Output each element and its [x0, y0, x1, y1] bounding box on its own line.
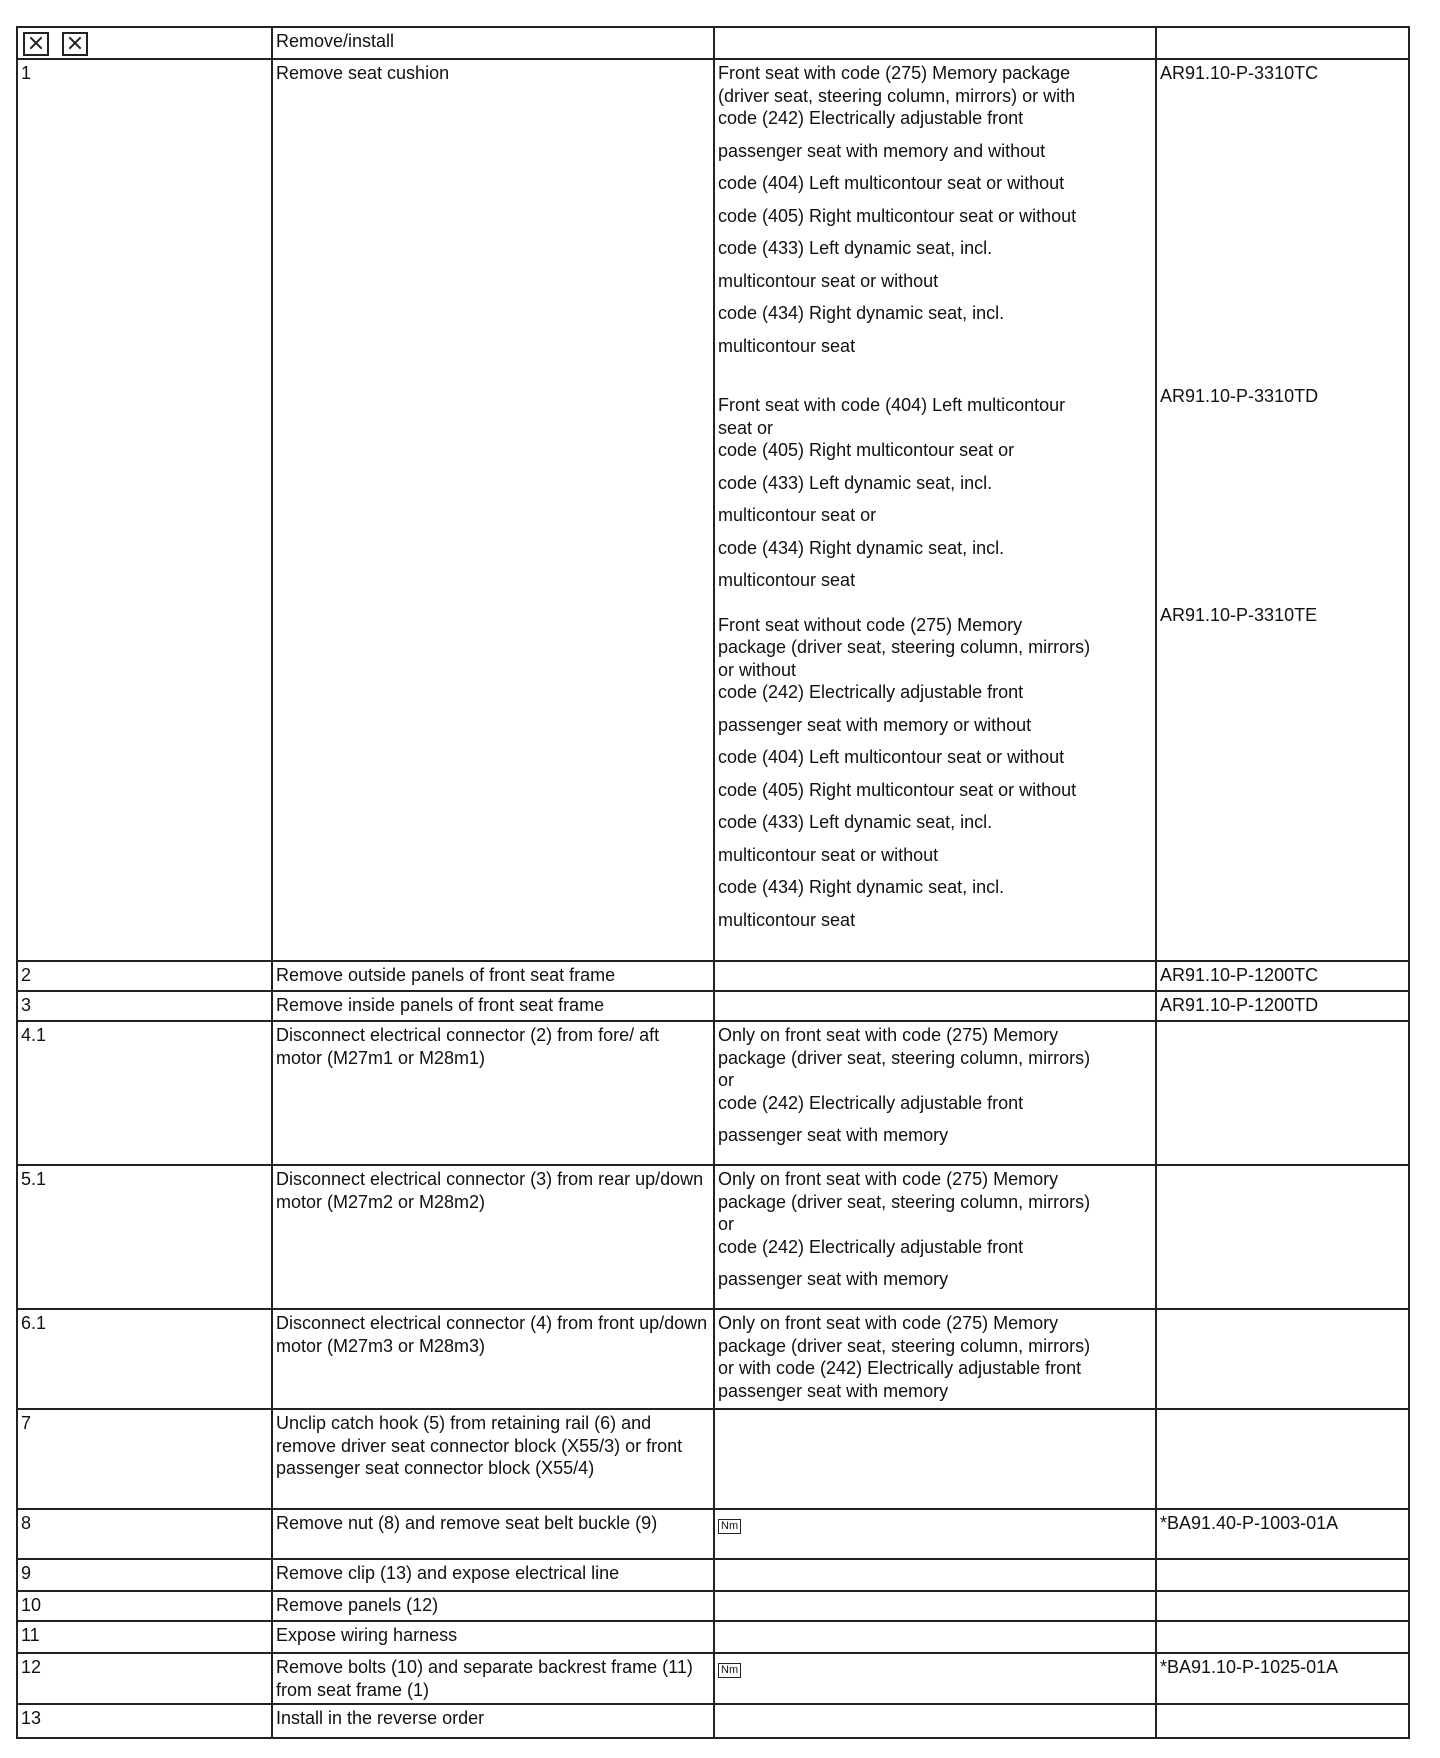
condition-line: seat or: [718, 417, 774, 438]
condition-cell: [714, 1165, 1156, 1309]
step-text: Remove inside panels of front seat frame: [272, 991, 714, 1021]
table-row: [17, 1409, 1409, 1509]
step-number: 10: [17, 1591, 272, 1621]
condition-line: multicontour seat: [718, 909, 856, 930]
condition-cell: [714, 1021, 1156, 1165]
step-number: 13: [17, 1704, 272, 1738]
remove-icon: [23, 32, 49, 56]
reference-cell: [1156, 59, 1409, 961]
condition-line: passenger seat with memory or without: [718, 714, 1032, 735]
condition-line: or: [718, 1214, 735, 1234]
condition-cell: [714, 1559, 1156, 1591]
install-icon: [62, 32, 88, 56]
reference-link[interactable]: *BA91.40-P-1003-01A: [1156, 1509, 1409, 1559]
step-number: 3: [17, 991, 272, 1021]
condition-cell: [714, 1704, 1156, 1738]
step-text: Disconnect electrical connector (4) from front up/down motor (M27m3 or M28m3): [272, 1309, 714, 1409]
table-row: [17, 1704, 1409, 1738]
table-row: [17, 1021, 1409, 1165]
header-empty-cell: [714, 27, 1156, 59]
reference-cell: [1156, 1704, 1409, 1738]
step-text: Unclip catch hook (5) from retaining rail (6) and remove driver seat connector block (X55/3) or front passenger seat connector block (X55/4): [272, 1409, 714, 1509]
condition-line: code (433) Left dynamic seat, incl.: [718, 238, 993, 258]
condition-cell: [714, 961, 1156, 991]
condition-line: multicontour seat or without: [718, 270, 939, 291]
condition-line: passenger seat with memory and without: [718, 140, 1046, 161]
step-text: Disconnect electrical connector (2) from fore/ aft motor (M27m1 or M28m1): [272, 1021, 714, 1165]
header-row: [17, 27, 1409, 59]
condition-line: code (242) Electrically adjustable front: [718, 682, 1024, 702]
table-row: [17, 1591, 1409, 1621]
condition-line: code (404) Left multicontour seat or without: [718, 173, 1065, 193]
table-row: [17, 59, 1409, 961]
condition-line: Front seat without code (275) Memory: [718, 614, 1023, 635]
torque-icon: Nm: [718, 1519, 741, 1534]
condition-line: (driver seat, steering column, mirrors) or with: [718, 85, 1076, 106]
table-row: [17, 1621, 1409, 1653]
condition-line: or with code (242) Electrically adjustable front: [718, 1358, 1082, 1378]
step-number: 11: [17, 1621, 272, 1653]
condition-line: code (404) Left multicontour seat or without: [718, 747, 1065, 767]
condition-line: or: [718, 1070, 735, 1090]
condition-line: multicontour seat or without: [718, 844, 939, 865]
reference-cell: [1156, 1621, 1409, 1653]
condition-line: multicontour seat or: [718, 505, 877, 525]
condition-line: Only on front seat with code (275) Memory: [718, 1313, 1059, 1333]
condition-line: package (driver seat, steering column, mirrors): [718, 1335, 1091, 1356]
condition-line: code (242) Electrically adjustable front: [718, 1236, 1024, 1257]
procedure-table: [16, 26, 1410, 1739]
torque-icon: Nm: [718, 1663, 741, 1678]
header-icons-cell: [17, 27, 272, 59]
condition-line: code (242) Electrically adjustable front: [718, 108, 1024, 128]
reference-link[interactable]: AR91.10-P-3310TE: [1160, 605, 1318, 625]
reference-cell: [1156, 1165, 1409, 1309]
step-number: 7: [17, 1409, 272, 1509]
step-number: 1: [17, 59, 272, 961]
condition-cell: [714, 1653, 1156, 1704]
condition-line: or without: [718, 659, 797, 680]
condition-line: code (434) Right dynamic seat, incl.: [718, 303, 1005, 323]
table-row: [17, 991, 1409, 1021]
reference-cell: [1156, 1559, 1409, 1591]
condition-line: package (driver seat, steering column, mirrors): [718, 1047, 1091, 1068]
step-number: 4.1: [17, 1021, 272, 1165]
reference-cell: [1156, 1021, 1409, 1165]
condition-cell: [714, 1309, 1156, 1409]
condition-line: passenger seat with memory: [718, 1269, 949, 1289]
condition-line: Front seat with code (275) Memory package: [718, 63, 1071, 83]
step-text: Remove bolts (10) and separate backrest frame (11) from seat frame (1): [272, 1653, 714, 1704]
step-text: Disconnect electrical connector (3) from rear up/down motor (M27m2 or M28m2): [272, 1165, 714, 1309]
condition-line: code (405) Right multicontour seat or without: [718, 779, 1077, 800]
condition-cell: [714, 991, 1156, 1021]
condition-cell: [714, 1409, 1156, 1509]
condition-line: multicontour seat: [718, 570, 856, 590]
condition-line: multicontour seat: [718, 335, 856, 356]
step-text: Install in the reverse order: [272, 1704, 714, 1738]
table-row: [17, 1653, 1409, 1704]
condition-line: Only on front seat with code (275) Memory: [718, 1169, 1059, 1189]
step-text: Expose wiring harness: [272, 1621, 714, 1653]
step-text: Remove nut (8) and remove seat belt buckle (9): [272, 1509, 714, 1559]
reference-link[interactable]: AR91.10-P-1200TC: [1156, 961, 1409, 991]
condition-line: code (433) Left dynamic seat, incl.: [718, 472, 993, 493]
condition-block: [718, 62, 1152, 372]
step-text: Remove clip (13) and expose electrical line: [272, 1559, 714, 1591]
condition-line: code (434) Right dynamic seat, incl.: [718, 537, 1005, 558]
condition-line: Only on front seat with code (275) Memory: [718, 1025, 1059, 1045]
condition-line: code (242) Electrically adjustable front: [718, 1092, 1024, 1113]
condition-block: [718, 614, 1152, 932]
step-text: Remove panels (12): [272, 1591, 714, 1621]
condition-line: code (433) Left dynamic seat, incl.: [718, 812, 993, 832]
table-row: [17, 1559, 1409, 1591]
step-number: 8: [17, 1509, 272, 1559]
reference-cell: [1156, 1591, 1409, 1621]
step-number: 5.1: [17, 1165, 272, 1309]
reference-link[interactable]: *BA91.10-P-1025-01A: [1156, 1653, 1409, 1704]
table-row: [17, 1165, 1409, 1309]
condition-block: [718, 394, 1152, 592]
condition-cell: [714, 1509, 1156, 1559]
table-row: [17, 1509, 1409, 1559]
step-text: Remove seat cushion: [272, 59, 714, 961]
reference-link[interactable]: AR91.10-P-3310TC: [1160, 63, 1319, 83]
step-text: Remove outside panels of front seat frame: [272, 961, 714, 991]
reference-cell: [1156, 1309, 1409, 1409]
procedure-sheet: [16, 26, 1408, 1739]
condition-cell: [714, 1621, 1156, 1653]
step-number: 12: [17, 1653, 272, 1704]
header-title: Remove/install: [272, 27, 714, 59]
header-empty-cell: [1156, 27, 1409, 59]
condition-line: package (driver seat, steering column, mirrors): [718, 1191, 1091, 1212]
condition-cell: [714, 59, 1156, 961]
condition-line: Front seat with code (404) Left multicontour: [718, 395, 1066, 415]
condition-line: passenger seat with memory: [718, 1125, 949, 1145]
reference-link[interactable]: AR91.10-P-3310TD: [1160, 385, 1319, 406]
reference-link[interactable]: AR91.10-P-1200TD: [1156, 991, 1409, 1021]
condition-line: package (driver seat, steering column, mirrors): [718, 637, 1091, 657]
step-number: 6.1: [17, 1309, 272, 1409]
table-row: [17, 1309, 1409, 1409]
reference-cell: [1156, 1409, 1409, 1509]
table-row: [17, 961, 1409, 991]
condition-line: code (405) Right multicontour seat or: [718, 440, 1015, 460]
step-number: 2: [17, 961, 272, 991]
condition-line: code (405) Right multicontour seat or without: [718, 205, 1077, 226]
step-number: 9: [17, 1559, 272, 1591]
condition-cell: [714, 1591, 1156, 1621]
condition-line: passenger seat with memory: [718, 1380, 949, 1401]
condition-line: code (434) Right dynamic seat, incl.: [718, 877, 1005, 897]
